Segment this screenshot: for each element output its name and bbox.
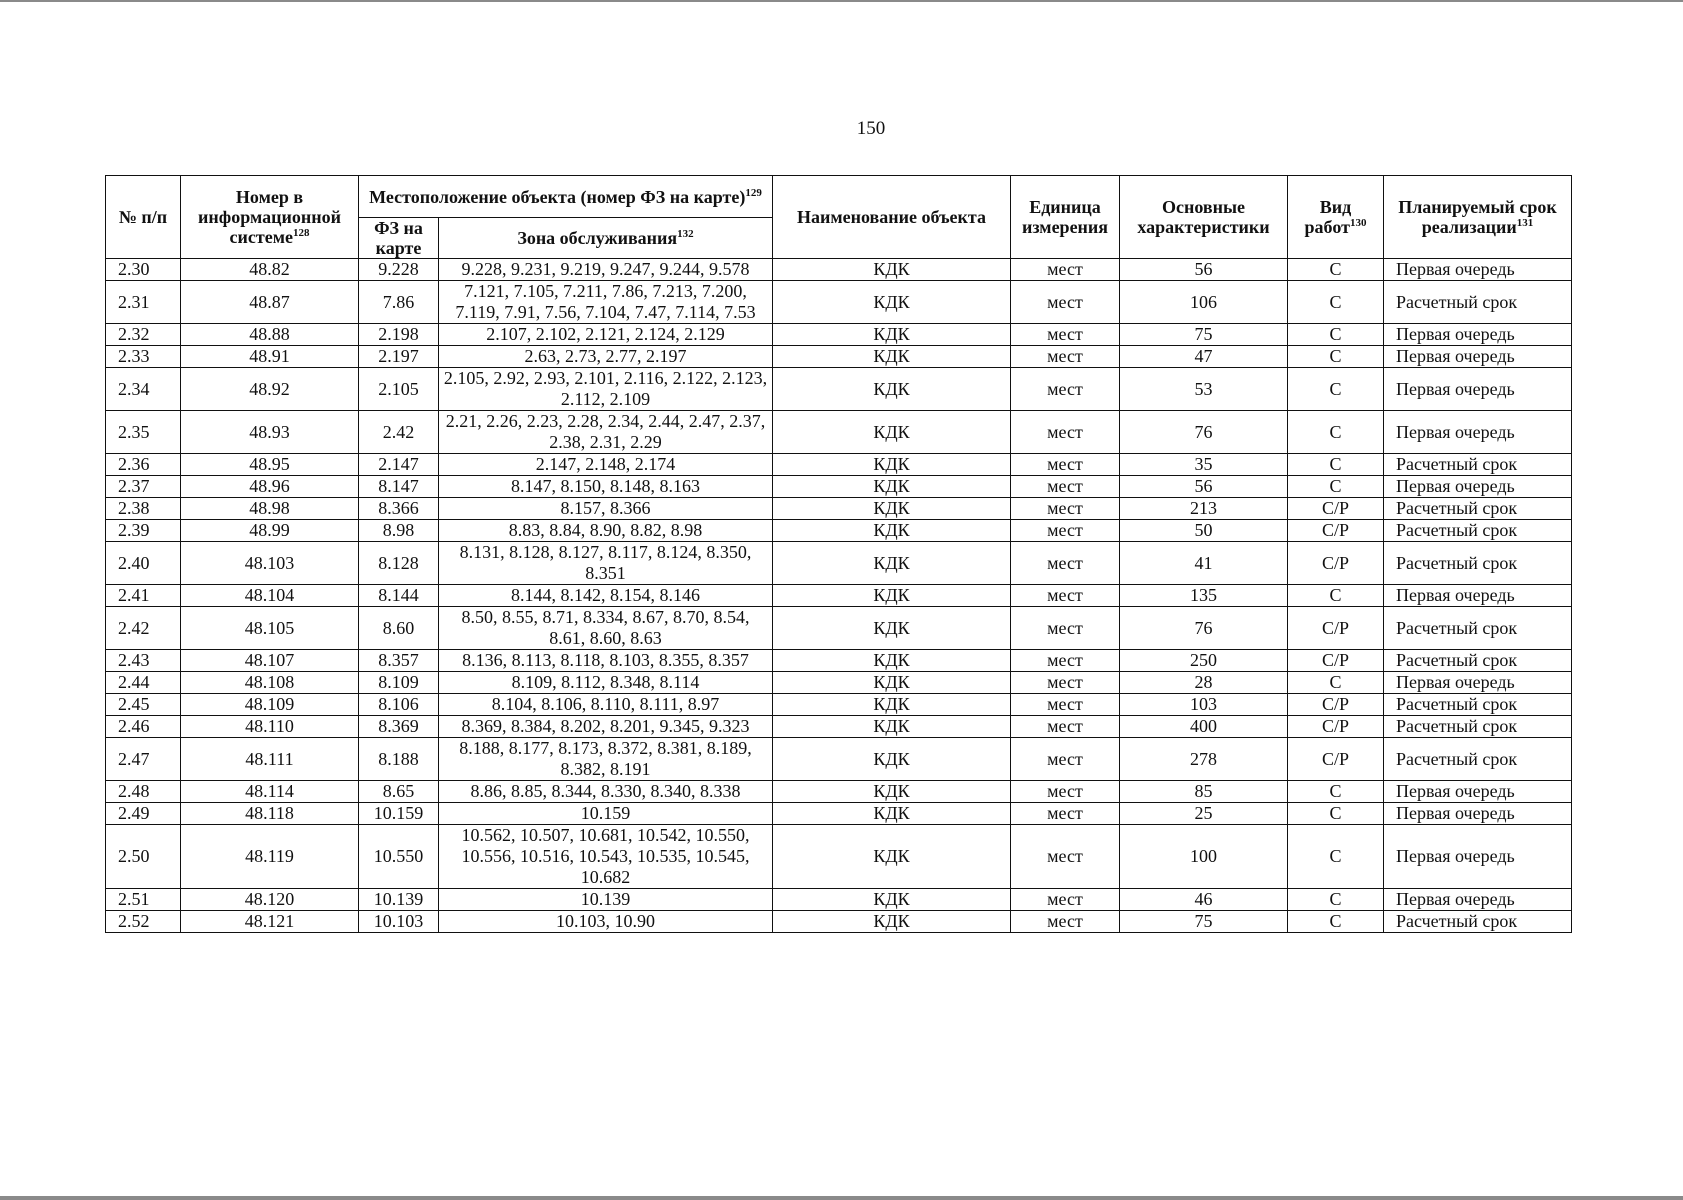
cell-planned-term: Первая очередь — [1384, 889, 1572, 911]
cell-fz-on-map: 10.550 — [359, 825, 439, 889]
cell-num: 2.37 — [106, 476, 181, 498]
cell-num: 2.39 — [106, 520, 181, 542]
cell-service-zone: 10.103, 10.90 — [439, 911, 773, 933]
cell-characteristics: 56 — [1120, 259, 1288, 281]
cell-unit: мест — [1011, 585, 1120, 607]
cell-characteristics: 250 — [1120, 650, 1288, 672]
cell-unit: мест — [1011, 889, 1120, 911]
cell-characteristics: 278 — [1120, 738, 1288, 781]
cell-fz-on-map: 8.128 — [359, 542, 439, 585]
cell-object-name: КДК — [773, 259, 1011, 281]
cell-planned-term: Расчетный срок — [1384, 716, 1572, 738]
cell-fz-on-map: 8.144 — [359, 585, 439, 607]
cell-service-zone: 8.109, 8.112, 8.348, 8.114 — [439, 672, 773, 694]
header-service-zone: Зона обслуживания$^{132}$ — [439, 218, 773, 259]
cell-fz-on-map: 2.105 — [359, 368, 439, 411]
table-row — [106, 368, 1572, 411]
cell-object-name: КДК — [773, 585, 1011, 607]
cell-object-name: КДК — [773, 324, 1011, 346]
cell-info-number: 48.82 — [181, 259, 359, 281]
cell-work-type: С — [1288, 281, 1384, 324]
cell-object-name: КДК — [773, 803, 1011, 825]
cell-planned-term: Расчетный срок — [1384, 911, 1572, 933]
table-row — [106, 542, 1572, 585]
cell-object-name: КДК — [773, 454, 1011, 476]
cell-service-zone: 2.107, 2.102, 2.121, 2.124, 2.129 — [439, 324, 773, 346]
table-row — [106, 281, 1572, 324]
cell-planned-term: Расчетный срок — [1384, 607, 1572, 650]
cell-planned-term: Расчетный срок — [1384, 520, 1572, 542]
cell-service-zone: 8.104, 8.106, 8.110, 8.111, 8.97 — [439, 694, 773, 716]
cell-info-number: 48.92 — [181, 368, 359, 411]
cell-characteristics: 400 — [1120, 716, 1288, 738]
cell-planned-term: Первая очередь — [1384, 324, 1572, 346]
header-object-name: Наименование объекта — [773, 176, 1011, 259]
cell-object-name: КДК — [773, 411, 1011, 454]
cell-work-type: С — [1288, 803, 1384, 825]
cell-object-name: КДК — [773, 889, 1011, 911]
cell-unit: мест — [1011, 542, 1120, 585]
cell-characteristics: 76 — [1120, 607, 1288, 650]
table-row — [106, 781, 1572, 803]
cell-service-zone: 8.157, 8.366 — [439, 498, 773, 520]
cell-service-zone: 8.131, 8.128, 8.127, 8.117, 8.124, 8.350, 8.351 — [439, 542, 773, 585]
cell-unit: мест — [1011, 476, 1120, 498]
cell-unit: мест — [1011, 694, 1120, 716]
cell-characteristics: 106 — [1120, 281, 1288, 324]
cell-service-zone: 8.369, 8.384, 8.202, 8.201, 9.345, 9.323 — [439, 716, 773, 738]
cell-num: 2.49 — [106, 803, 181, 825]
header-location: Местоположение объекта (номер ФЗ на карте)$^{129}$ — [359, 176, 773, 218]
table-row — [106, 498, 1572, 520]
cell-unit: мест — [1011, 781, 1120, 803]
cell-unit: мест — [1011, 259, 1120, 281]
cell-info-number: 48.111 — [181, 738, 359, 781]
cell-characteristics: 100 — [1120, 825, 1288, 889]
cell-work-type: С — [1288, 825, 1384, 889]
scan-edge-bottom — [0, 1196, 1683, 1200]
cell-planned-term: Расчетный срок — [1384, 281, 1572, 324]
cell-info-number: 48.103 — [181, 542, 359, 585]
cell-unit: мест — [1011, 738, 1120, 781]
cell-service-zone: 7.121, 7.105, 7.211, 7.86, 7.213, 7.200, 7.119, 7.91, 7.56, 7.104, 7.47, 7.114, 7.53 — [439, 281, 773, 324]
cell-object-name: КДК — [773, 281, 1011, 324]
cell-fz-on-map: 8.109 — [359, 672, 439, 694]
cell-num: 2.43 — [106, 650, 181, 672]
cell-planned-term: Первая очередь — [1384, 781, 1572, 803]
cell-fz-on-map: 2.147 — [359, 454, 439, 476]
cell-characteristics: 76 — [1120, 411, 1288, 454]
cell-fz-on-map: 2.42 — [359, 411, 439, 454]
cell-work-type: С/Р — [1288, 607, 1384, 650]
cell-planned-term: Расчетный срок — [1384, 542, 1572, 585]
table-row — [106, 716, 1572, 738]
table-header — [106, 176, 1572, 259]
cell-num: 2.32 — [106, 324, 181, 346]
cell-work-type: С — [1288, 781, 1384, 803]
cell-info-number: 48.96 — [181, 476, 359, 498]
cell-work-type: С — [1288, 585, 1384, 607]
table-row — [106, 672, 1572, 694]
cell-object-name: КДК — [773, 650, 1011, 672]
cell-work-type: С — [1288, 911, 1384, 933]
cell-fz-on-map: 8.106 — [359, 694, 439, 716]
cell-fz-on-map: 10.103 — [359, 911, 439, 933]
cell-object-name: КДК — [773, 542, 1011, 585]
cell-characteristics: 28 — [1120, 672, 1288, 694]
cell-num: 2.31 — [106, 281, 181, 324]
cell-num: 2.41 — [106, 585, 181, 607]
cell-fz-on-map: 10.159 — [359, 803, 439, 825]
cell-info-number: 48.93 — [181, 411, 359, 454]
cell-num: 2.52 — [106, 911, 181, 933]
cell-info-number: 48.99 — [181, 520, 359, 542]
cell-num: 2.51 — [106, 889, 181, 911]
cell-num: 2.38 — [106, 498, 181, 520]
cell-planned-term: Первая очередь — [1384, 803, 1572, 825]
cell-work-type: С — [1288, 368, 1384, 411]
cell-characteristics: 75 — [1120, 911, 1288, 933]
cell-planned-term: Первая очередь — [1384, 672, 1572, 694]
cell-object-name: КДК — [773, 716, 1011, 738]
cell-num: 2.42 — [106, 607, 181, 650]
table-row — [106, 585, 1572, 607]
cell-service-zone: 8.147, 8.150, 8.148, 8.163 — [439, 476, 773, 498]
table-row — [106, 738, 1572, 781]
cell-info-number: 48.108 — [181, 672, 359, 694]
cell-num: 2.46 — [106, 716, 181, 738]
table-row — [106, 650, 1572, 672]
cell-planned-term: Первая очередь — [1384, 368, 1572, 411]
cell-planned-term: Первая очередь — [1384, 476, 1572, 498]
cell-work-type: С/Р — [1288, 542, 1384, 585]
cell-object-name: КДК — [773, 498, 1011, 520]
cell-num: 2.44 — [106, 672, 181, 694]
cell-service-zone: 8.50, 8.55, 8.71, 8.334, 8.67, 8.70, 8.54, 8.61, 8.60, 8.63 — [439, 607, 773, 650]
cell-fz-on-map: 8.366 — [359, 498, 439, 520]
table-row — [106, 825, 1572, 889]
cell-service-zone: 2.63, 2.73, 2.77, 2.197 — [439, 346, 773, 368]
table-row — [106, 911, 1572, 933]
cell-work-type: С — [1288, 324, 1384, 346]
cell-service-zone: 8.144, 8.142, 8.154, 8.146 — [439, 585, 773, 607]
cell-planned-term: Расчетный срок — [1384, 454, 1572, 476]
cell-unit: мест — [1011, 803, 1120, 825]
cell-planned-term: Расчетный срок — [1384, 650, 1572, 672]
header-work-type: Вид работ$^{130}$ — [1288, 176, 1384, 259]
cell-service-zone: 2.21, 2.26, 2.23, 2.28, 2.34, 2.44, 2.47, 2.37, 2.38, 2.31, 2.29 — [439, 411, 773, 454]
cell-work-type: С/Р — [1288, 520, 1384, 542]
header-info-number: Номер в информационной системе$^{128}$ — [181, 176, 359, 259]
cell-characteristics: 75 — [1120, 324, 1288, 346]
cell-fz-on-map: 7.86 — [359, 281, 439, 324]
cell-object-name: КДК — [773, 607, 1011, 650]
table-row — [106, 607, 1572, 650]
cell-work-type: С/Р — [1288, 738, 1384, 781]
cell-info-number: 48.120 — [181, 889, 359, 911]
cell-num: 2.40 — [106, 542, 181, 585]
cell-unit: мест — [1011, 454, 1120, 476]
cell-object-name: КДК — [773, 476, 1011, 498]
cell-num: 2.30 — [106, 259, 181, 281]
cell-info-number: 48.107 — [181, 650, 359, 672]
cell-characteristics: 53 — [1120, 368, 1288, 411]
cell-fz-on-map: 8.188 — [359, 738, 439, 781]
cell-service-zone: 10.139 — [439, 889, 773, 911]
cell-service-zone: 8.188, 8.177, 8.173, 8.372, 8.381, 8.189, 8.382, 8.191 — [439, 738, 773, 781]
cell-unit: мест — [1011, 672, 1120, 694]
cell-object-name: КДК — [773, 520, 1011, 542]
table-row — [106, 520, 1572, 542]
cell-characteristics: 25 — [1120, 803, 1288, 825]
cell-characteristics: 103 — [1120, 694, 1288, 716]
scan-edge-top — [0, 0, 1683, 2]
cell-characteristics: 41 — [1120, 542, 1288, 585]
cell-work-type: С — [1288, 476, 1384, 498]
cell-work-type: С — [1288, 411, 1384, 454]
page-number: 150 — [856, 118, 886, 139]
header-characteristics: Основные характеристики — [1120, 176, 1288, 259]
cell-object-name: КДК — [773, 368, 1011, 411]
cell-service-zone: 8.136, 8.113, 8.118, 8.103, 8.355, 8.357 — [439, 650, 773, 672]
cell-characteristics: 56 — [1120, 476, 1288, 498]
cell-info-number: 48.98 — [181, 498, 359, 520]
cell-num: 2.35 — [106, 411, 181, 454]
cell-info-number: 48.91 — [181, 346, 359, 368]
header-num: № п/п — [106, 176, 181, 259]
cell-planned-term: Первая очередь — [1384, 346, 1572, 368]
cell-info-number: 48.114 — [181, 781, 359, 803]
cell-planned-term: Первая очередь — [1384, 259, 1572, 281]
cell-object-name: КДК — [773, 825, 1011, 889]
table-row — [106, 454, 1572, 476]
cell-work-type: С/Р — [1288, 694, 1384, 716]
cell-fz-on-map: 8.98 — [359, 520, 439, 542]
cell-fz-on-map: 8.147 — [359, 476, 439, 498]
cell-unit: мест — [1011, 498, 1120, 520]
table-row — [106, 411, 1572, 454]
cell-num: 2.33 — [106, 346, 181, 368]
cell-object-name: КДК — [773, 672, 1011, 694]
cell-num: 2.50 — [106, 825, 181, 889]
cell-unit: мест — [1011, 346, 1120, 368]
cell-num: 2.47 — [106, 738, 181, 781]
cell-work-type: С — [1288, 346, 1384, 368]
cell-fz-on-map: 9.228 — [359, 259, 439, 281]
cell-unit: мест — [1011, 607, 1120, 650]
cell-fz-on-map: 8.60 — [359, 607, 439, 650]
cell-num: 2.34 — [106, 368, 181, 411]
cell-info-number: 48.110 — [181, 716, 359, 738]
cell-info-number: 48.109 — [181, 694, 359, 716]
cell-object-name: КДК — [773, 781, 1011, 803]
cell-planned-term: Расчетный срок — [1384, 738, 1572, 781]
cell-unit: мест — [1011, 911, 1120, 933]
cell-service-zone: 10.562, 10.507, 10.681, 10.542, 10.550, 10.556, 10.516, 10.543, 10.535, 10.545, 10.682 — [439, 825, 773, 889]
table-row — [106, 259, 1572, 281]
cell-planned-term: Первая очередь — [1384, 411, 1572, 454]
cell-characteristics: 135 — [1120, 585, 1288, 607]
cell-fz-on-map: 8.357 — [359, 650, 439, 672]
cell-unit: мест — [1011, 650, 1120, 672]
cell-info-number: 48.104 — [181, 585, 359, 607]
table-row — [106, 694, 1572, 716]
cell-info-number: 48.87 — [181, 281, 359, 324]
cell-work-type: С — [1288, 672, 1384, 694]
objects-table — [105, 175, 1572, 933]
cell-object-name: КДК — [773, 346, 1011, 368]
cell-characteristics: 85 — [1120, 781, 1288, 803]
cell-info-number: 48.95 — [181, 454, 359, 476]
table-row — [106, 476, 1572, 498]
cell-work-type: С — [1288, 259, 1384, 281]
cell-planned-term: Расчетный срок — [1384, 694, 1572, 716]
table-row — [106, 324, 1572, 346]
cell-unit: мест — [1011, 281, 1120, 324]
cell-work-type: С/Р — [1288, 650, 1384, 672]
cell-num: 2.36 — [106, 454, 181, 476]
cell-unit: мест — [1011, 520, 1120, 542]
cell-info-number: 48.119 — [181, 825, 359, 889]
cell-info-number: 48.121 — [181, 911, 359, 933]
cell-fz-on-map: 8.65 — [359, 781, 439, 803]
table-row — [106, 346, 1572, 368]
cell-unit: мест — [1011, 716, 1120, 738]
cell-fz-on-map: 2.197 — [359, 346, 439, 368]
cell-service-zone: 9.228, 9.231, 9.219, 9.247, 9.244, 9.578 — [439, 259, 773, 281]
cell-work-type: С — [1288, 454, 1384, 476]
cell-work-type: С/Р — [1288, 716, 1384, 738]
cell-planned-term: Первая очередь — [1384, 585, 1572, 607]
cell-planned-term: Расчетный срок — [1384, 498, 1572, 520]
cell-object-name: КДК — [773, 738, 1011, 781]
cell-unit: мест — [1011, 324, 1120, 346]
cell-unit: мест — [1011, 411, 1120, 454]
cell-service-zone: 2.105, 2.92, 2.93, 2.101, 2.116, 2.122, 2.123, 2.112, 2.109 — [439, 368, 773, 411]
header-planned-term: Планируемый срок реализации$^{131}$ — [1384, 176, 1572, 259]
cell-service-zone: 10.159 — [439, 803, 773, 825]
cell-object-name: КДК — [773, 694, 1011, 716]
cell-object-name: КДК — [773, 911, 1011, 933]
table-row — [106, 803, 1572, 825]
cell-fz-on-map: 10.139 — [359, 889, 439, 911]
header-fz-on-map: ФЗ на карте — [359, 218, 439, 259]
cell-work-type: С — [1288, 889, 1384, 911]
header-unit: Единица измерения — [1011, 176, 1120, 259]
cell-info-number: 48.118 — [181, 803, 359, 825]
cell-num: 2.48 — [106, 781, 181, 803]
cell-characteristics: 50 — [1120, 520, 1288, 542]
cell-work-type: С/Р — [1288, 498, 1384, 520]
cell-characteristics: 46 — [1120, 889, 1288, 911]
table-body — [106, 259, 1572, 933]
cell-num: 2.45 — [106, 694, 181, 716]
cell-characteristics: 213 — [1120, 498, 1288, 520]
cell-service-zone: 8.83, 8.84, 8.90, 8.82, 8.98 — [439, 520, 773, 542]
cell-fz-on-map: 8.369 — [359, 716, 439, 738]
table-row — [106, 889, 1572, 911]
cell-service-zone: 2.147, 2.148, 2.174 — [439, 454, 773, 476]
cell-unit: мест — [1011, 368, 1120, 411]
cell-service-zone: 8.86, 8.85, 8.344, 8.330, 8.340, 8.338 — [439, 781, 773, 803]
cell-planned-term: Первая очередь — [1384, 825, 1572, 889]
cell-unit: мест — [1011, 825, 1120, 889]
cell-info-number: 48.105 — [181, 607, 359, 650]
cell-characteristics: 47 — [1120, 346, 1288, 368]
cell-fz-on-map: 2.198 — [359, 324, 439, 346]
cell-characteristics: 35 — [1120, 454, 1288, 476]
cell-info-number: 48.88 — [181, 324, 359, 346]
